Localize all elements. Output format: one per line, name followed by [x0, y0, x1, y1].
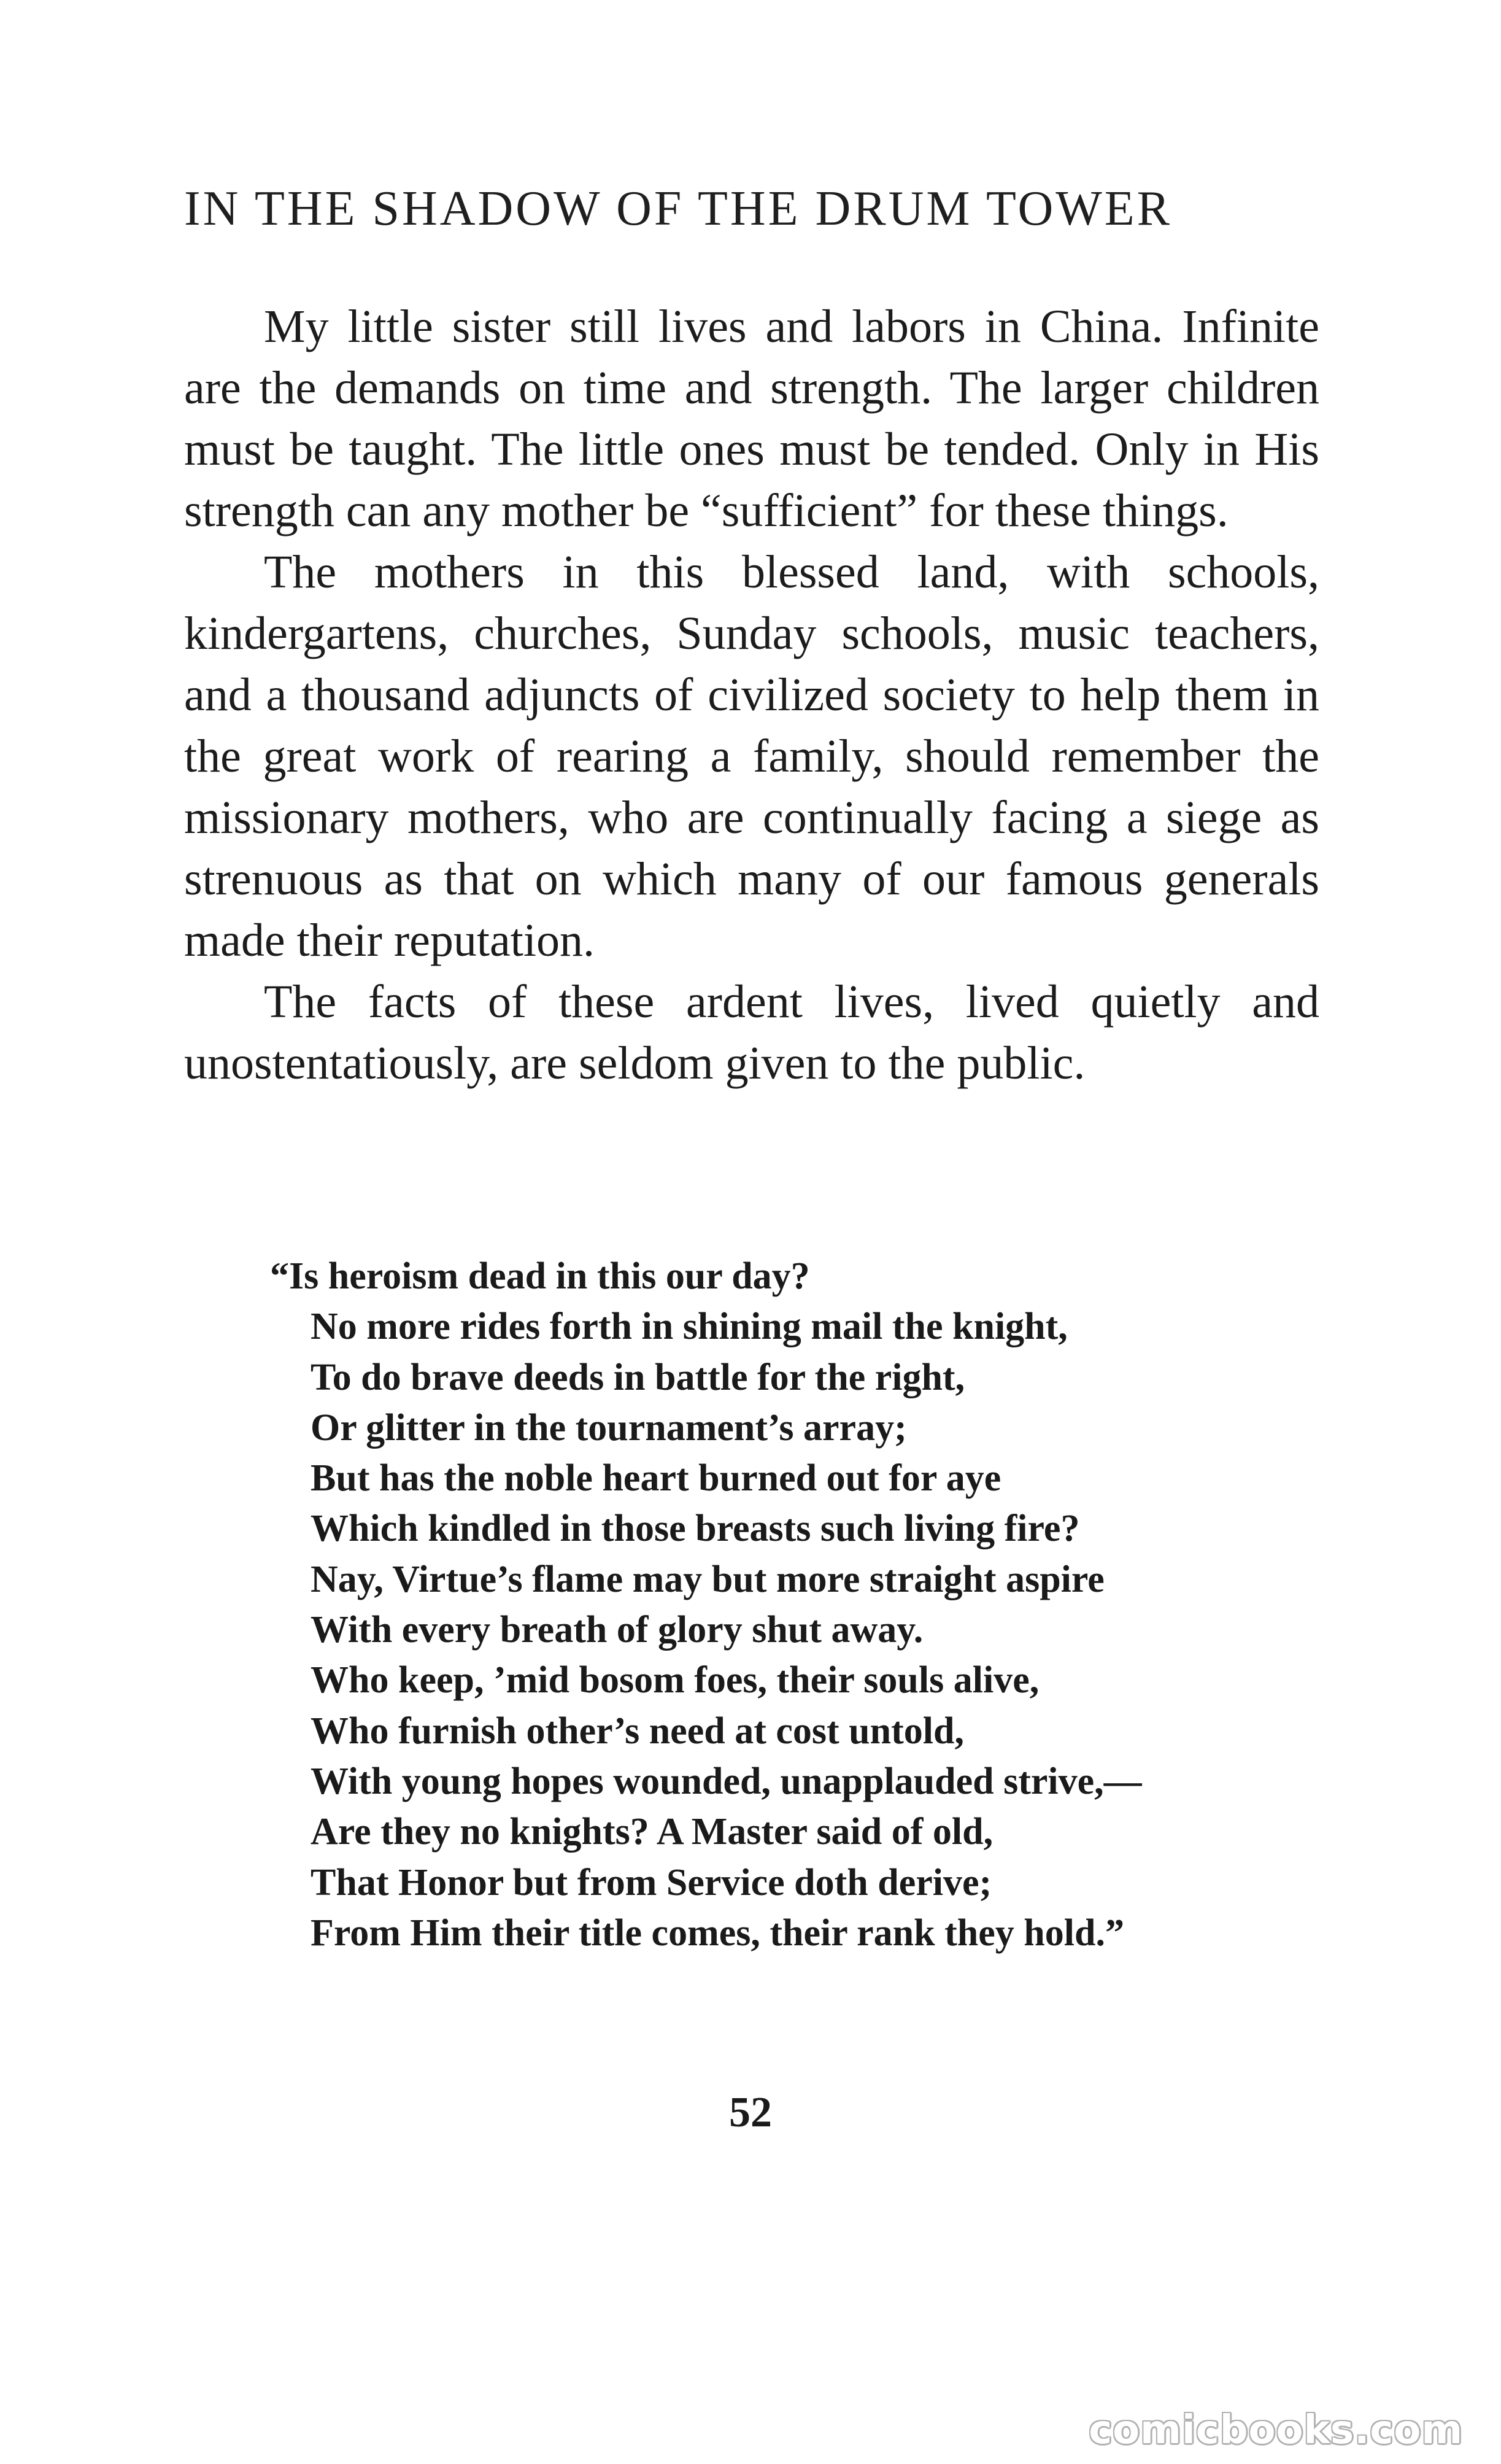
body-text — [184, 296, 1319, 1094]
poem-quotation — [270, 1251, 1313, 1958]
poem-line: Nay, Virtue’s flame may but more straight aspire — [311, 1558, 1105, 1600]
poem-line: Who furnish other’s need at cost untold, — [311, 1710, 964, 1752]
poem-line: Who keep, ’mid bosom foes, their souls alive, — [311, 1659, 1040, 1702]
poem-line: To do brave deeds in battle for the right, — [311, 1356, 965, 1398]
watermark-logo: comicbooks.com — [1089, 2408, 1463, 2453]
poem-line: With every breath of glory shut away. — [311, 1609, 924, 1651]
poem-line: That Honor but from Service doth derive; — [311, 1861, 992, 1904]
paragraph: The facts of these ardent lives, lived quietly and unostentatiously, are seldom given to the public. — [184, 976, 1319, 1089]
poem-line: Which kindled in those breasts such living fire? — [311, 1508, 1080, 1550]
paragraph: The mothers in this blessed land, with schools, kindergartens, churches, Sunday schools, music teachers, and a thousand adjuncts of civilized society to help them in the great work of rearing a family, should remember the missionary mothers, who are continually facing a siege as strenuous as that on which many of our famous generals made their reputation. — [184, 546, 1319, 966]
page-number: 52 — [729, 2089, 772, 2136]
running-head: IN THE SHADOW OF THE DRUM TOWER — [184, 182, 1172, 236]
poem-line: Or glitter in the tournament’s array; — [311, 1406, 907, 1449]
poem-line: With young hopes wounded, unapplauded strive,— — [311, 1760, 1142, 1802]
paragraph: My little sister still lives and labors in China. Infinite are the demands on time and strength. The larger children must be taught. The little ones must be tended. Only in His strength can any mother be “sufficient” for these things. — [184, 301, 1319, 537]
poem-line: From Him their title comes, their rank they hold.” — [311, 1912, 1124, 1954]
poem-line: No more rides forth in shining mail the knight, — [311, 1306, 1068, 1348]
poem-line: “Is heroism dead in this our day? — [270, 1255, 810, 1297]
poem-line: But has the noble heart burned out for aye — [311, 1457, 1001, 1500]
poem-line: Are they no knights? A Master said of old, — [311, 1811, 994, 1853]
